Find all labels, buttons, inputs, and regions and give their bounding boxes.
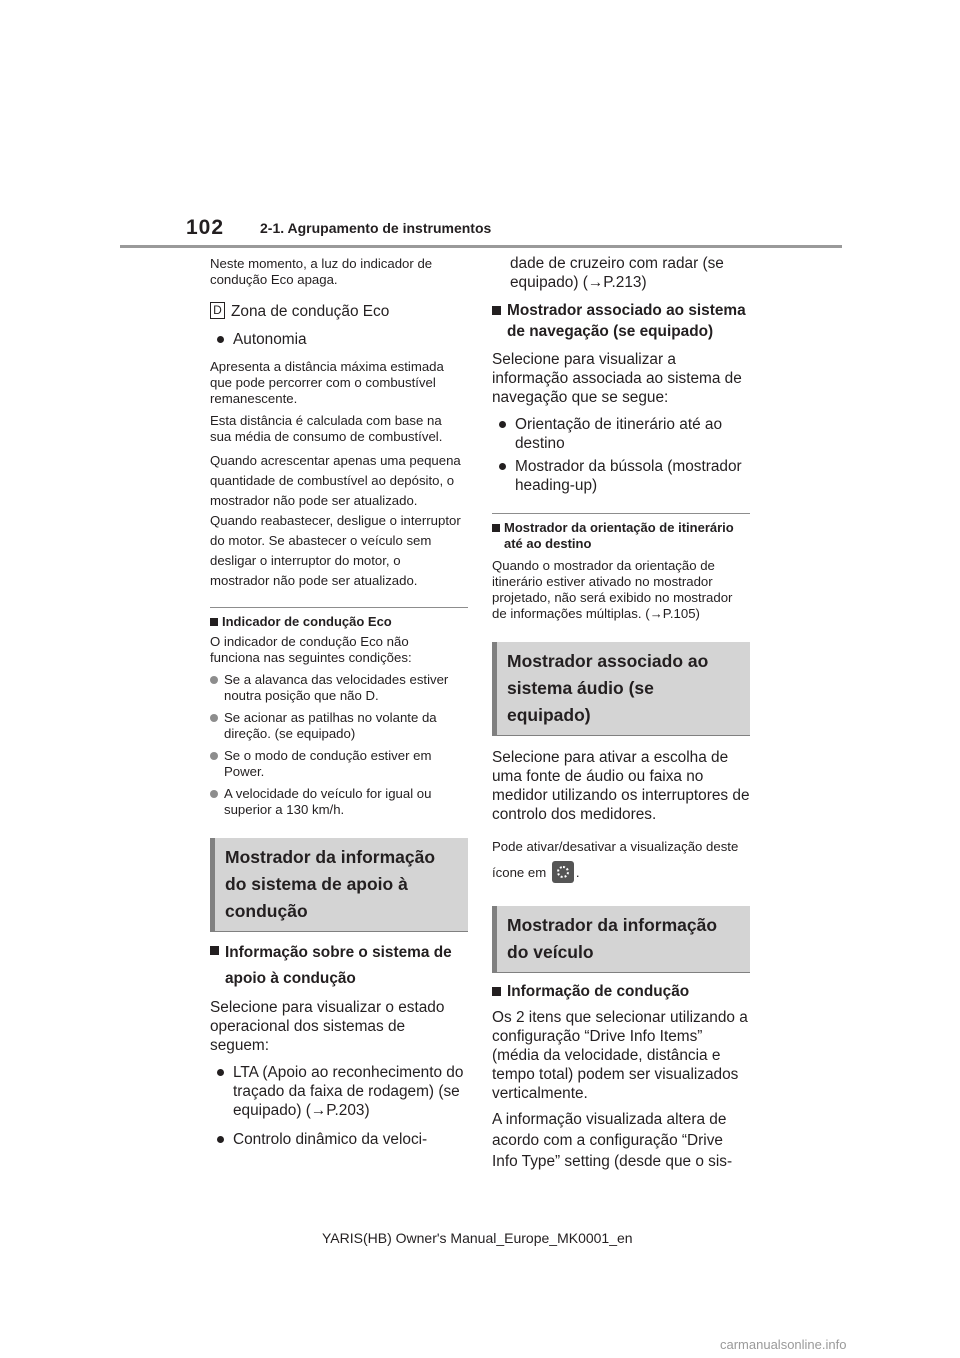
- list-item: A velocidade do veículo for igual ou superior a 130 km/h.: [210, 786, 468, 818]
- bullet-icon: [217, 336, 224, 343]
- circle-bullet-icon: [210, 790, 218, 798]
- subheading: Indicador de condução Eco: [210, 614, 468, 630]
- list-item: Se a alavanca das velocidades estiver noutra posição que não D.: [210, 672, 468, 704]
- page-number: 102: [186, 216, 225, 239]
- watermark: carmanualsonline.info: [720, 1337, 847, 1352]
- bullet-icon: [499, 421, 506, 428]
- paragraph: Esta distância é calculada com base na sua média de consumo de combustível.: [210, 413, 443, 444]
- paragraph: Quando o mostrador da orientação de itinerário estiver ativado no mostrador projetado, não será exibido no mostrador de informações múltiplas. (→P.105): [492, 558, 733, 621]
- gear-icon: [552, 861, 574, 883]
- section-box-audio: Mostrador associado ao sistema áudio (se equipado): [492, 642, 750, 736]
- paragraph: dade de cruzeiro com radar (se equipado) (→P.213): [510, 255, 724, 291]
- left-column: [210, 256, 468, 1149]
- paragraph: Neste momento, a luz do indicador de condução Eco apaga.: [210, 256, 433, 287]
- list-item: Autonomia: [210, 330, 468, 349]
- square-bullet-icon: [492, 306, 501, 315]
- square-bullet-icon: [210, 618, 218, 626]
- circle-bullet-icon: [210, 752, 218, 760]
- paragraph: Selecione para visualizar o estado operacional dos sistemas de seguem:: [210, 999, 445, 1054]
- manual-footer: YARIS(HB) Owner's Manual_Europe_MK0001_en: [322, 1230, 633, 1246]
- paragraph: Quando acrescentar apenas uma pequena quantidade de combustível ao depósito, o mostrador não pode ser atualizado.: [210, 453, 461, 508]
- subheading: Mostrador associado ao sistema de navegação (se equipado): [492, 300, 750, 342]
- list-item: Mostrador da bússola (mostrador heading-up): [492, 457, 750, 495]
- square-bullet-icon: [492, 987, 501, 996]
- circle-bullet-icon: [210, 676, 218, 684]
- right-column: [492, 254, 750, 1172]
- list-item: Se o modo de condução estiver em Power.: [210, 748, 468, 780]
- header-rule: [120, 245, 842, 248]
- list-item: Orientação de itinerário até ao destino: [492, 415, 750, 453]
- list-item: Se acionar as patilhas no volante da direção. (se equipado): [210, 710, 468, 742]
- bullet-icon: [499, 463, 506, 470]
- section-box-vehicle-info: Mostrador da informação do veículo: [492, 906, 750, 973]
- list-item: Controlo dinâmico da veloci-: [210, 1130, 468, 1149]
- paragraph: Apresenta a distância máxima estimada que pode percorrer com o combustível remanescente.: [210, 359, 444, 406]
- d-callout-box: D: [210, 302, 225, 319]
- subheading: Informação de condução: [492, 981, 750, 1002]
- paragraph: Selecione para visualizar a informação associada ao sistema de navegação que se segue:: [492, 351, 742, 406]
- paragraph: A informação visualizada altera de acordo com a configuração “Drive Info Type” setting (desde que o sis-: [492, 1111, 733, 1170]
- list-item: LTA (Apoio ao reconhecimento do traçado da faixa de rodagem) (se equipado) (→P.203): [210, 1063, 468, 1120]
- section-title: 2-1. Agrupamento de instrumentos: [260, 220, 492, 236]
- paragraph: Pode ativar/desativar a visualização deste ícone em .: [492, 834, 750, 886]
- paragraph: Selecione para ativar a escolha de uma fonte de áudio ou faixa no medidor utilizando os interruptores de controlo dos medidores.: [492, 749, 750, 823]
- divider: [492, 513, 750, 514]
- eco-zone-label: D Zona de condução Eco: [210, 302, 468, 321]
- bullet-icon: [217, 1069, 224, 1076]
- bullet-icon: [217, 1136, 224, 1143]
- subheading: Informação sobre o sistema de apoio à condução: [210, 940, 468, 992]
- square-bullet-icon: [492, 524, 500, 532]
- paragraph: Os 2 itens que selecionar utilizando a configuração “Drive Info Items” (média da velocidade, distância e tempo total) podem ser visualizados verticalmente.: [492, 1009, 748, 1102]
- section-box-driving-support: Mostrador da informação do sistema de apoio à condução: [210, 838, 468, 932]
- paragraph: O indicador de condução Eco não funciona nas seguintes condições:: [210, 634, 412, 665]
- circle-bullet-icon: [210, 714, 218, 722]
- subheading: Mostrador da orientação de itinerário até ao destino: [492, 520, 750, 552]
- square-bullet-icon: [210, 946, 219, 955]
- paragraph: Quando reabastecer, desligue o interruptor do motor. Se abastecer o veículo sem desligar o interruptor do motor, o mostrador não pode ser atualizado.: [210, 513, 461, 588]
- divider: [210, 607, 468, 608]
